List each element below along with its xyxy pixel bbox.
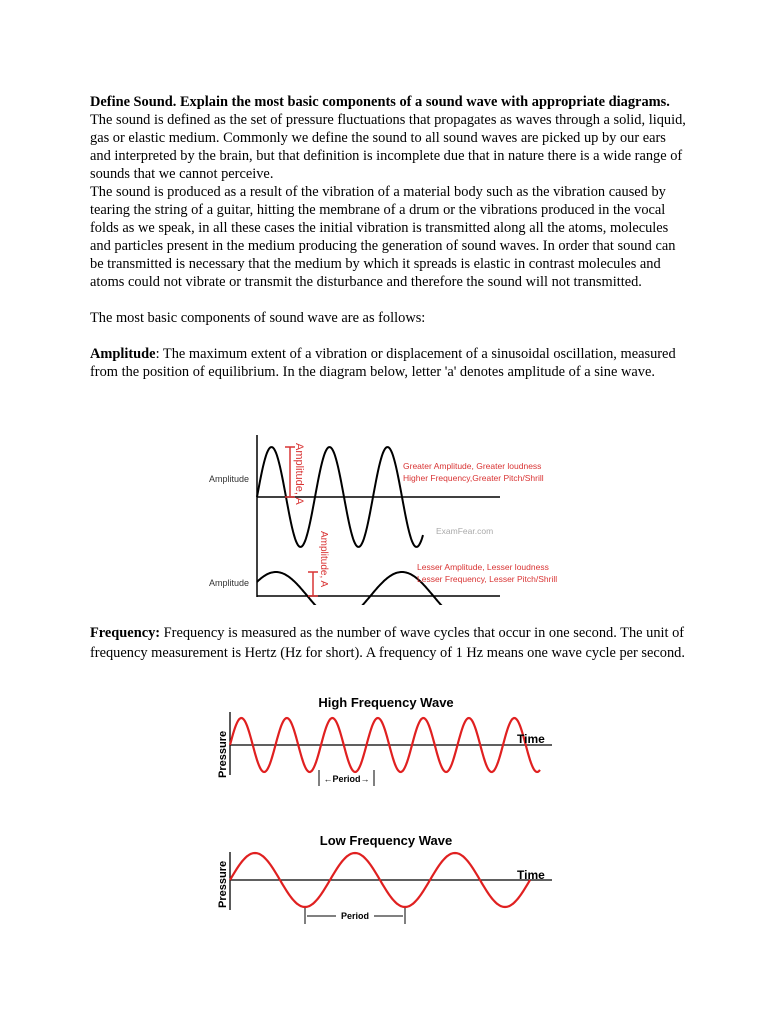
paragraph-amplitude: [90, 345, 690, 381]
document-body: [90, 93, 690, 381]
top-caption-1: Greater Amplitude, Greater loudness: [403, 461, 542, 471]
frequency-term: Frequency:: [90, 625, 161, 641]
high-frequency-title: High Frequency Wave: [318, 695, 454, 710]
paragraph-frequency: [90, 623, 690, 663]
frequency-text: Frequency is measured as the number of wave cycles that occur in one second. The unit of frequency measurement is Hertz (Hz for short). A frequency of 1 Hz means one wave cycle per second.: [90, 625, 685, 661]
high-frequency-diagram: [212, 690, 562, 800]
high-ylabel: Pressure: [217, 730, 229, 778]
top-caption-2: Higher Frequency,Greater Pitch/Shrill: [403, 473, 544, 483]
low-frequency-title: Low Frequency Wave: [319, 833, 453, 848]
top-amplitude-label: Amplitude: [209, 474, 250, 484]
watermark: ExamFear.com: [436, 526, 494, 536]
heading: Define Sound. Explain the most basic components of a sound wave with appropriate diagrams.: [90, 94, 670, 110]
paragraph-production: The sound is produced as a result of the vibration of a material body such as the vibration caused by tearing the string of a guitar, hitting the membrane of a drum or the vibrations produced in the vocal folds as we speak, in all these cases the initial vibration is transmitted along all the atoms, molecules and particles present in the medium producing the generation of sound waves. In order that sound can be transmitted is necessary that the medium by which it spreads is elastic in contrast molecules and atoms could not vibrate or transmit the disturbance and therefore the sound will not transmitted.: [90, 184, 676, 290]
paragraph-components-intro: The most basic components of sound wave are as follows:: [90, 310, 426, 326]
frequency-section: [90, 623, 690, 663]
low-period-label: Period: [340, 911, 370, 921]
low-xlabel: Time: [517, 868, 545, 882]
high-xlabel: Time: [517, 732, 545, 746]
top-amplitude-vlabel: Amplitude, A: [293, 443, 305, 505]
amplitude-text: : The maximum extent of a vibration or displacement of a sinusoidal oscillation, measured from the position of equilibrium. In the diagram below, letter 'a' denotes amplitude of a sine wave.: [90, 346, 676, 380]
bottom-caption-2: Lesser Frequency, Lesser Pitch/Shrill: [417, 574, 558, 584]
bottom-amplitude-label: Amplitude: [209, 578, 250, 588]
bottom-amplitude-vlabel: Amplitude, A: [318, 531, 329, 588]
low-ylabel: Pressure: [217, 860, 229, 908]
high-period-label: ←Period→: [323, 774, 370, 784]
bottom-caption-1: Lesser Amplitude, Lesser loudness: [417, 562, 549, 572]
paragraph-definition: The sound is defined as the set of pressure fluctuations that propagates as waves through a solid, liquid, gas or elastic medium. Commonly we define the sound to all sound waves are picked up by our ears and interpreted by the brain, but that definition is incomplete due that in nature there is a wide range of sounds that we cannot perceive.: [90, 112, 686, 182]
amplitude-diagram: [195, 435, 575, 605]
low-frequency-diagram: [212, 830, 562, 940]
amplitude-term: Amplitude: [90, 346, 156, 362]
